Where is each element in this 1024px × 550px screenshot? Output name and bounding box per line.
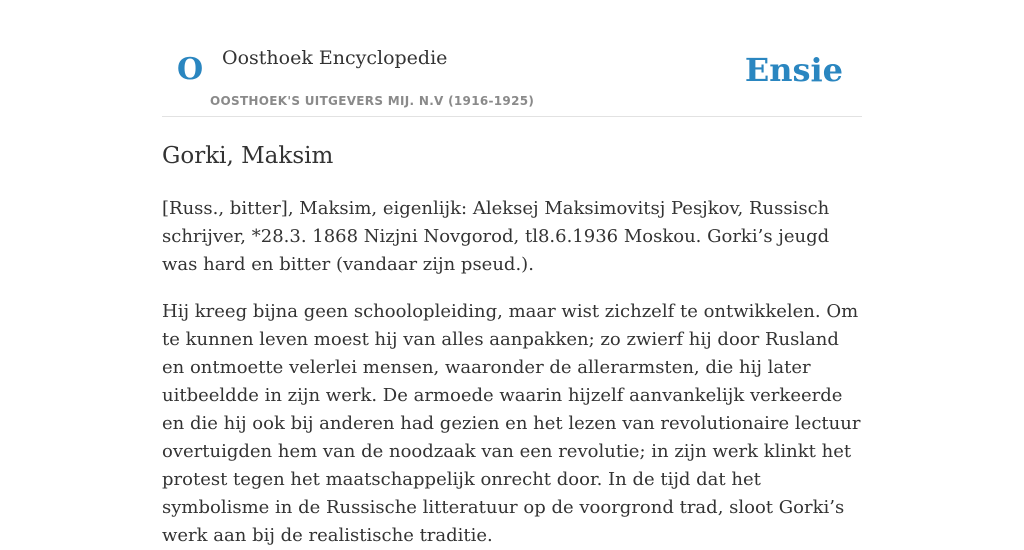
oosthoek-logo[interactable]: O <box>177 52 204 87</box>
article-paragraph: Hij kreeg bijna geen schoolopleiding, maar wist zichzelf te ontwikkelen. Om te kunnen leven moest hij van alles aanpakken; zo zwierf hij door Rusland en ontmoette velerlei mensen, waaronder de allerarmsten, die hij later uitbeeldde in zijn werk. De armoede waarin hijzelf aanvankelijk verkeerde en die hij ook bij anderen had gezien en het lezen van revolutionaire lectuur overtuigden hem van de noodzaak van een revolutie; in zijn werk klinkt het protest tegen het maatschappelijk onrecht door. In de tijd dat het symbolisme in de Russische litteratuur op de voorgrond trad, sloot Gorki’s werk aan bij de realistische traditie. <box>162 301 861 546</box>
page <box>162 0 862 550</box>
ensie-brand-link[interactable]: Ensie <box>744 51 843 89</box>
site-subtitle: OOSTHOEK'S UITGEVERS MIJ. N.V (1916-1925) <box>210 94 535 108</box>
article-title: Gorki, Maksim <box>162 143 334 169</box>
article-paragraph: [Russ., bitter], Maksim, eigenlijk: Aleksej Maksimovitsj Pesjkov, Russisch schrijver, *28.3. 1868 Nizjni Novgorod, tl8.6.1936 Moskou. Gorki’s jeugd was hard en bitter (vandaar zijn pseud.). <box>162 198 830 275</box>
site-header <box>162 0 862 117</box>
site-title[interactable]: Oosthoek Encyclopedie <box>222 47 448 69</box>
